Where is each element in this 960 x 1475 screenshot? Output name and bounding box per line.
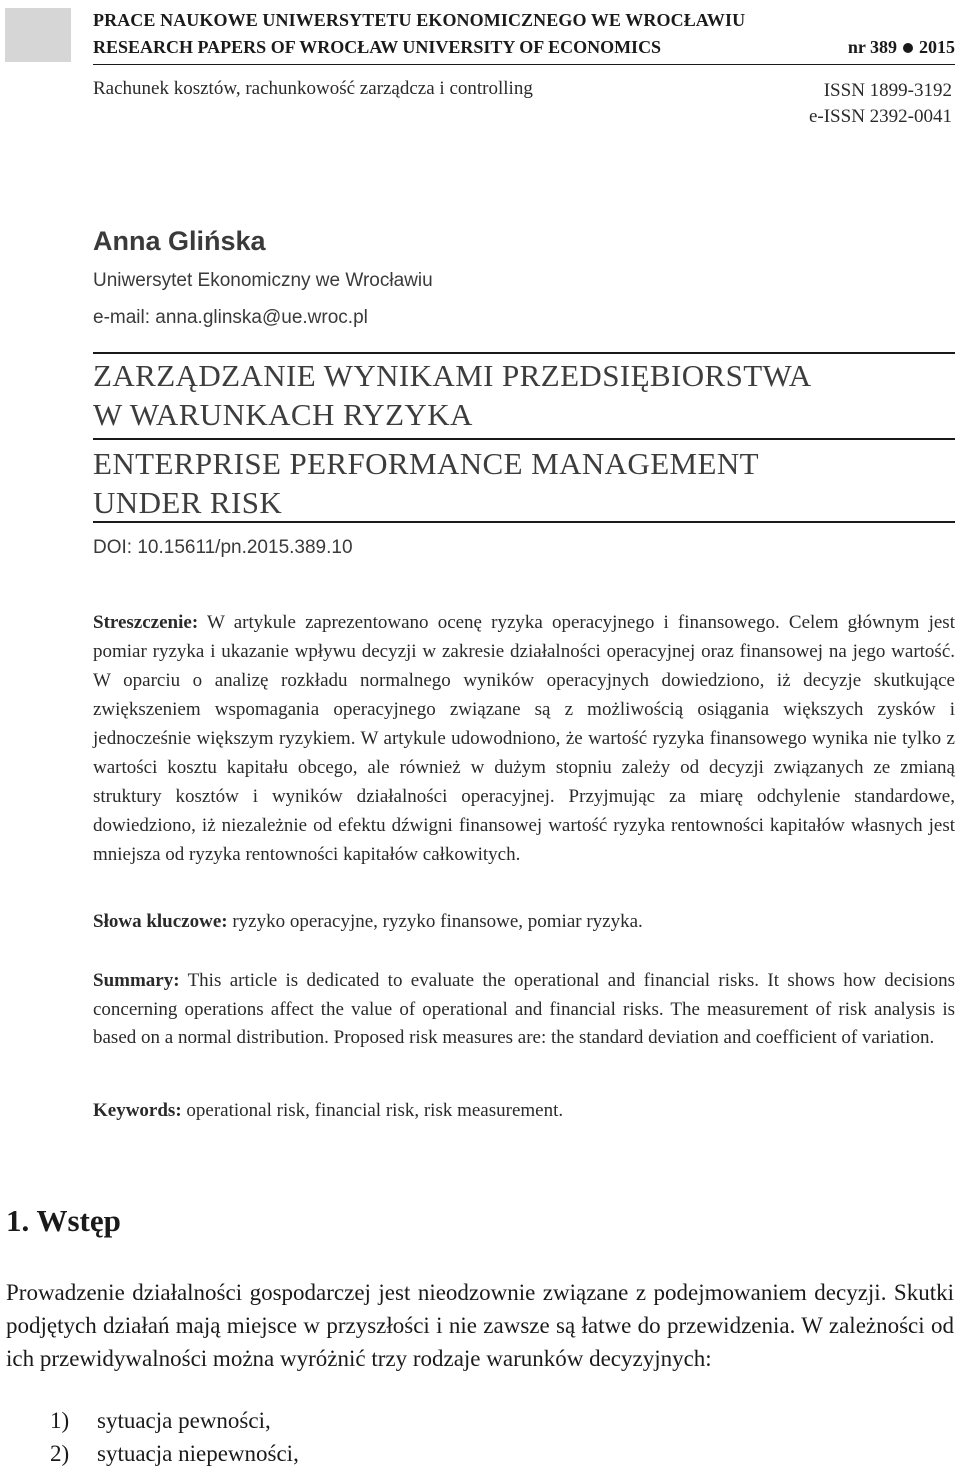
title-top-rule xyxy=(93,352,955,354)
list-item-text: sytuacja pewności, xyxy=(97,1408,271,1433)
title-en-line1: ENTERPRISE PERFORMANCE MANAGEMENT xyxy=(93,446,759,481)
keywords-pl xyxy=(93,907,955,936)
series-title: Rachunek kosztów, rachunkowość zarządcza i controlling xyxy=(93,78,533,99)
title-en-line2: UNDER RISK xyxy=(93,485,283,520)
author-name: Anna Glińska xyxy=(93,226,266,256)
keywords-pl-label: Słowa kluczowe: xyxy=(93,911,228,932)
header-divider xyxy=(93,64,955,65)
summary-label: Summary: xyxy=(93,970,180,991)
title-pl-line1: ZARZĄDZANIE WYNIKAMI PRZEDSIĘBIORSTWA xyxy=(93,358,812,393)
summary-text: This article is dedicated to evaluate the operational and financial risks. It shows how decisions concerning operations affect the value of operational and financial risks. The measurement of risk analysis is based on a normal distribution. Proposed risk measures are: the standard deviation and coefficient of variation. xyxy=(93,970,955,1048)
issn: ISSN 1899-3192 xyxy=(823,80,952,101)
issue-info xyxy=(848,37,955,58)
list-item-text: sytuacja niepewności, xyxy=(97,1441,299,1466)
keywords-en xyxy=(93,1096,955,1125)
abstract-label: Streszczenie: xyxy=(93,612,199,633)
title-middle-rule xyxy=(93,438,955,440)
title-pl-line2: W WARUNKACH RYZYKA xyxy=(93,397,473,432)
title-bottom-rule xyxy=(93,521,955,523)
title-en xyxy=(93,444,955,522)
journal-logo-placeholder xyxy=(5,8,71,62)
list-item xyxy=(50,1408,271,1434)
author-affiliation: Uniwersytet Ekonomiczny we Wrocławiu xyxy=(93,270,433,291)
journal-title-pl: PRACE NAUKOWE UNIWERSYTETU EKONOMICZNEGO WE WROCŁAWIU xyxy=(93,10,746,30)
list-item-number: 2) xyxy=(50,1441,70,1466)
author-email: e-mail: anna.glinska@ue.wroc.pl xyxy=(93,307,368,328)
list-item-number: 1) xyxy=(50,1408,70,1433)
issn-block xyxy=(809,78,952,130)
summary-en xyxy=(93,967,955,1053)
list-item xyxy=(50,1441,299,1467)
title-pl xyxy=(93,356,955,434)
keywords-en-label: Keywords: xyxy=(93,1100,182,1121)
section-heading: 1. Wstęp xyxy=(6,1203,121,1238)
issue-number: nr 389 xyxy=(847,37,897,57)
abstract-text: W artykule zaprezentowano ocenę ryzyka operacyjnego i finansowego. Celem głównym jest pomiar ryzyka i ukazanie wpływu decyzji w zakresie działalności operacyjnej oraz finansowej na jego wartość. W oparciu o analizę rozkładu normalnego wyników operacyjnych dowiedziono, iż decyzje skutkujące zwiększeniem wspomagania operacyjnego związane są z możliwością osiągania większych zysków i jednocześnie większym ryzykiem. W artykule udowodniono, że wartość ryzyka finansowego wynika nie tylko z wartości kosztu kapitału obcego, ale również w dużym stopniu zależy od decyzji związanych ze zmianą struktury kosztów i wyników działalności operacyjnej. Przyjmując za miarę odchylenie standardowe, dowiedziono, iż niezależnie od efektu dźwigni finansowej wartość ryzyka rentowności kapitałów własnych jest mniejsza od ryzyka rentowności kapitałów całkowitych. xyxy=(93,612,955,865)
journal-title-en xyxy=(93,37,955,58)
doi: DOI: 10.15611/pn.2015.389.10 xyxy=(93,537,353,558)
journal-title-en-text: RESEARCH PAPERS OF WROCŁAW UNIVERSITY OF ECONOMICS xyxy=(93,37,662,57)
keywords-pl-text: ryzyko operacyjne, ryzyko finansowe, pomiar ryzyka. xyxy=(232,911,643,932)
keywords-en-text: operational risk, financial risk, risk measurement. xyxy=(186,1100,564,1121)
issue-year: 2015 xyxy=(919,37,955,57)
bullet-icon xyxy=(903,43,913,53)
abstract-pl xyxy=(93,608,955,869)
intro-paragraph: Prowadzenie działalności gospodarczej jest nieodzownie związane z podejmowaniem decyzji. Skutki podjętych działań mają miejsce w przyszłości i nie zawsze są łatwe do przewidzenia. W zależności od ich przewidywalności można wyróżnić trzy rodzaje warunków decyzyjnych: xyxy=(6,1280,954,1371)
eissn: e-ISSN 2392-0041 xyxy=(808,106,952,127)
author-details xyxy=(93,262,433,336)
